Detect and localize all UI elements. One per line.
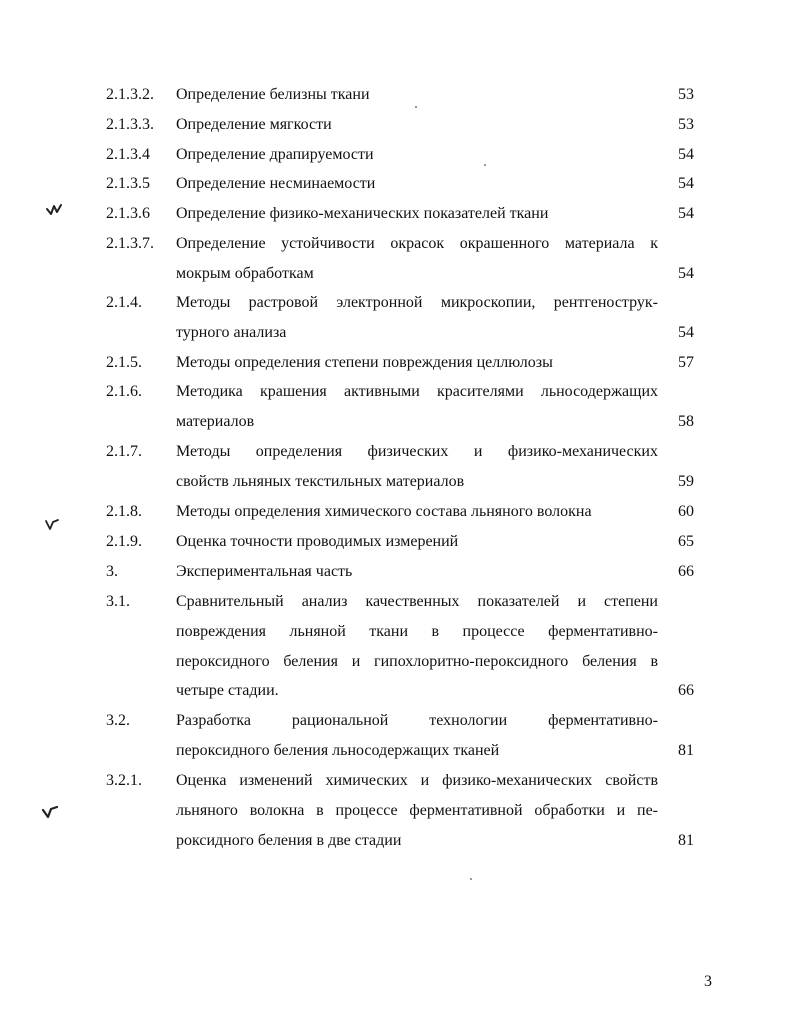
toc-page-ref: 58 (678, 413, 694, 430)
toc-title: Экспериментальная часть (176, 563, 353, 580)
handwritten-tick-mark-icon (46, 203, 62, 217)
toc-title-line: роксидного беления в две стадии (176, 832, 402, 849)
toc-number: 2.1.8. (106, 503, 142, 520)
toc-page-ref: 57 (678, 354, 694, 371)
toc-number: 2.1.5. (106, 354, 142, 371)
toc-number: 2.1.3.7. (106, 235, 154, 252)
toc-title-line: пероксидного беления и гипохлоритно-пероксидного беления в (176, 653, 658, 670)
toc-title-line: четыре стадии. (176, 682, 279, 699)
toc-page-ref: 60 (678, 503, 694, 520)
toc-title: Определение мягкости (176, 116, 332, 133)
toc-title: Определение драпируемости (176, 146, 374, 163)
handwritten-tick-mark-icon (44, 517, 60, 531)
toc-title: Определение белизны ткани (176, 86, 370, 103)
toc-number: 2.1.7. (106, 443, 142, 460)
toc-page-ref: 59 (678, 473, 694, 490)
toc-title: Методы определения степени повреждения целлюлозы (176, 354, 553, 371)
toc-page-ref: 53 (678, 116, 694, 133)
toc-number: 2.1.3.4 (106, 146, 150, 163)
toc-title-line: Методика крашения активными красителями льносодержащих (176, 383, 658, 400)
toc-title-line: Разработка рациональной технологии ферментативно- (176, 712, 658, 729)
toc-page-ref: 54 (678, 265, 694, 282)
scan-speck (415, 106, 417, 108)
toc-title-line: Определение устойчивости окрасок окрашенного материала к (176, 235, 658, 252)
toc-page-ref: 54 (678, 205, 694, 222)
toc-title-line: пероксидного беления льносодержащих тканей (176, 742, 500, 759)
toc-title: Определение несминаемости (176, 175, 376, 192)
toc-title-line: Методы определения физических и физико-механических (176, 443, 658, 460)
toc-number: 3. (106, 563, 118, 580)
toc-page-ref: 81 (678, 832, 694, 849)
toc-title: Определение физико-механических показателей ткани (176, 205, 549, 222)
toc-title-line: материалов (176, 413, 255, 430)
toc-number: 3.1. (106, 593, 130, 610)
toc-number: 3.2.1. (106, 772, 142, 789)
toc-title-line: льняного волокна в процессе ферментативной обработки и пе- (176, 802, 658, 819)
toc-number: 2.1.6. (106, 383, 142, 400)
toc-number: 2.1.3.3. (106, 116, 154, 133)
toc-page-ref: 81 (678, 742, 694, 759)
toc-number: 2.1.3.2. (106, 86, 154, 103)
toc-title-line: Методы растровой электронной микроскопии, рентгенострук- (176, 294, 658, 311)
toc-number: 2.1.4. (106, 294, 142, 311)
toc-page-ref: 54 (678, 175, 694, 192)
scan-speck (484, 164, 486, 166)
toc-title-line: Сравнительный анализ качественных показателей и степени (176, 593, 658, 610)
toc-title: Оценка точности проводимых измерений (176, 533, 459, 550)
toc-page-ref: 54 (678, 324, 694, 341)
scan-speck (470, 878, 472, 880)
toc-title-line: мокрым обработкам (176, 265, 314, 282)
toc-title-line: Оценка изменений химических и физико-механических свойств (176, 772, 658, 789)
toc-page-ref: 54 (678, 146, 694, 163)
toc-title-line: турного анализа (176, 324, 287, 341)
toc-page-ref: 66 (678, 682, 694, 699)
toc-number: 2.1.3.6 (106, 205, 150, 222)
toc-title-line: повреждения льняной ткани в процессе ферментативно- (176, 623, 658, 640)
handwritten-tick-mark-icon (42, 805, 58, 819)
toc-page-ref: 66 (678, 563, 694, 580)
toc-page-ref: 65 (678, 533, 694, 550)
toc-number: 3.2. (106, 712, 130, 729)
toc-title-line: свойств льняных текстильных материалов (176, 473, 465, 490)
toc-number: 2.1.3.5 (106, 175, 150, 192)
toc-title: Методы определения химического состава льняного волокна (176, 503, 592, 520)
page-number: 3 (704, 973, 712, 990)
toc-page-ref: 53 (678, 86, 694, 103)
toc-number: 2.1.9. (106, 533, 142, 550)
